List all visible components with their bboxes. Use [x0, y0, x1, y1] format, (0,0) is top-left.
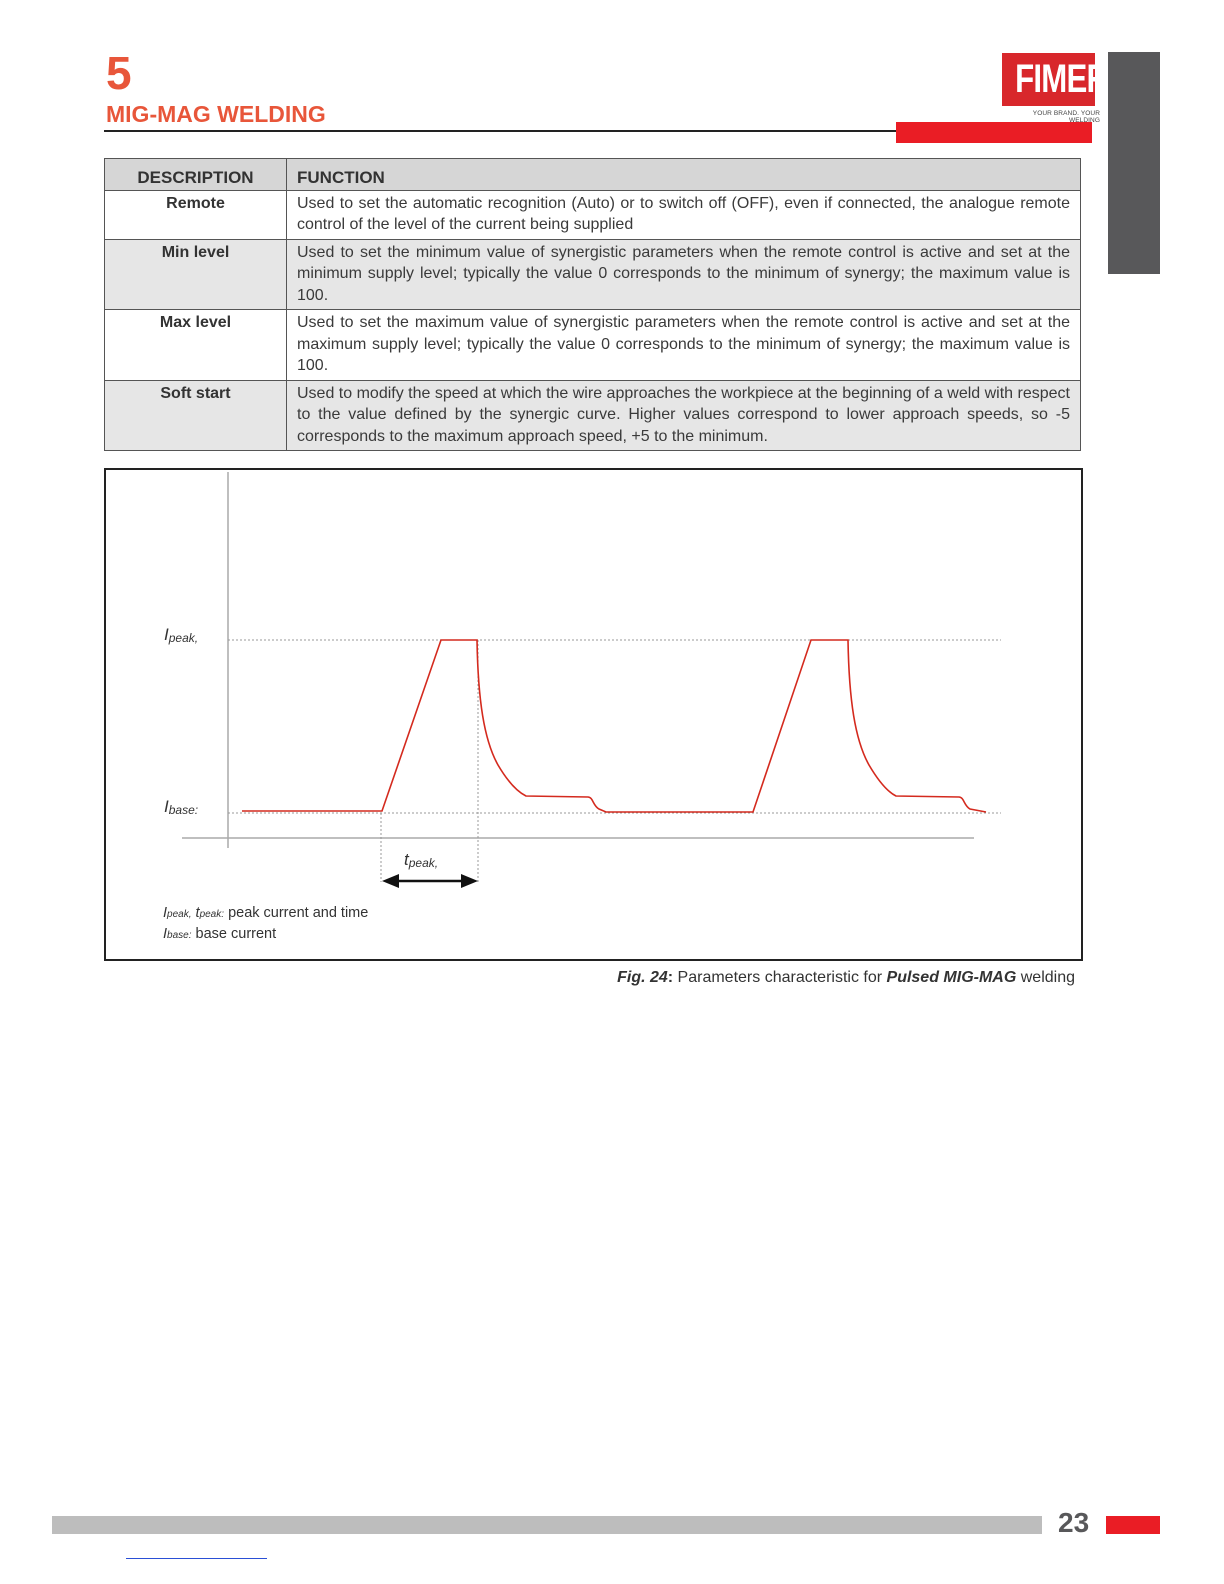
- header-rule: [104, 130, 896, 132]
- fimer-logo: [1002, 53, 1109, 106]
- footer-bar: [52, 1516, 1042, 1534]
- chapter-number: 5: [106, 47, 132, 99]
- tpeak-label: [404, 850, 438, 870]
- legend-peak-text: peak current and time: [228, 905, 369, 921]
- table-header-row: [105, 159, 1081, 191]
- caption-sep: :: [667, 969, 674, 986]
- caption-emphasis: Pulsed MIG-MAG: [886, 969, 1017, 986]
- figure-caption: [617, 969, 1075, 987]
- legend-peak-i-sub: peak,: [167, 909, 192, 920]
- page-number: 23: [1058, 1507, 1090, 1538]
- tpeak-label-main: t: [404, 850, 409, 869]
- tpeak-label-sub: peak,: [408, 856, 439, 870]
- current-trace: [242, 640, 986, 812]
- footer-red-block: [1106, 1516, 1160, 1534]
- header-function: FUNCTION: [287, 159, 1081, 191]
- legend-peak-i: I: [163, 905, 168, 921]
- parameters-table: [104, 158, 1081, 451]
- ibase-label: [164, 797, 198, 817]
- table-row: [105, 380, 1081, 451]
- caption-text-after: welding: [1016, 969, 1075, 986]
- row-function: Used to set the maximum value of synergistic parameters when the remote control is active and set at the maximum supply level; typically the value 0 corresponds to the minimum of synergy; the maximum value is 100.: [287, 310, 1081, 381]
- legend-peak-t-sub: peak:: [199, 909, 225, 920]
- logo-text: FIMER: [1015, 57, 1109, 101]
- ipeak-label: [164, 625, 198, 645]
- header-red-bar: [896, 122, 1092, 143]
- row-function: Used to set the minimum value of synergistic parameters when the remote control is active and set at the minimum supply level; typically the value 0 corresponds to the minimum of synergy; the maximum value is 100.: [287, 239, 1081, 310]
- logo-tagline: YOUR BRAND. YOUR WELDING: [1032, 110, 1100, 124]
- footer-link-underline[interactable]: [126, 1558, 267, 1559]
- pulse-figure: [104, 468, 1083, 961]
- tpeak-arrow-left-head: [382, 874, 399, 888]
- ibase-label-sub: base:: [168, 803, 199, 817]
- legend-base: [163, 926, 276, 942]
- row-description: Min level: [105, 239, 287, 310]
- ibase-label-main: I: [164, 797, 169, 816]
- tpeak-arrow-right-head: [461, 874, 478, 888]
- caption-text-before: Parameters characteristic for: [673, 969, 887, 986]
- table-row: [105, 190, 1081, 239]
- table-row: [105, 239, 1081, 310]
- caption-fig-label: Fig. 24: [617, 969, 668, 986]
- pulse-chart: [106, 470, 1081, 959]
- row-description: Remote: [105, 190, 287, 239]
- row-function: Used to modify the speed at which the wire approaches the workpiece at the beginning of a weld with respect to the value defined by the synergic curve. Higher values correspond to lower approach speeds, so -5 corresponds to the maximum approach speed, +5 to the minimum.: [287, 380, 1081, 451]
- legend-peak: [163, 905, 368, 921]
- row-description: Soft start: [105, 380, 287, 451]
- legend-base-i-sub: base:: [167, 930, 192, 941]
- header-description: DESCRIPTION: [105, 159, 287, 191]
- legend-base-text: base current: [195, 926, 277, 942]
- side-tab: [1108, 52, 1160, 274]
- table-row: [105, 310, 1081, 381]
- legend-base-i: I: [163, 926, 168, 942]
- chapter-title: MIG-MAG WELDING: [106, 101, 326, 127]
- row-function: Used to set the automatic recognition (Auto) or to switch off (OFF), even if connected, the analogue remote control of the level of the current being supplied: [287, 190, 1081, 239]
- legend-peak-t: t: [195, 905, 200, 921]
- row-description: Max level: [105, 310, 287, 381]
- ipeak-label-sub: peak,: [168, 631, 199, 645]
- ipeak-label-main: I: [164, 625, 169, 644]
